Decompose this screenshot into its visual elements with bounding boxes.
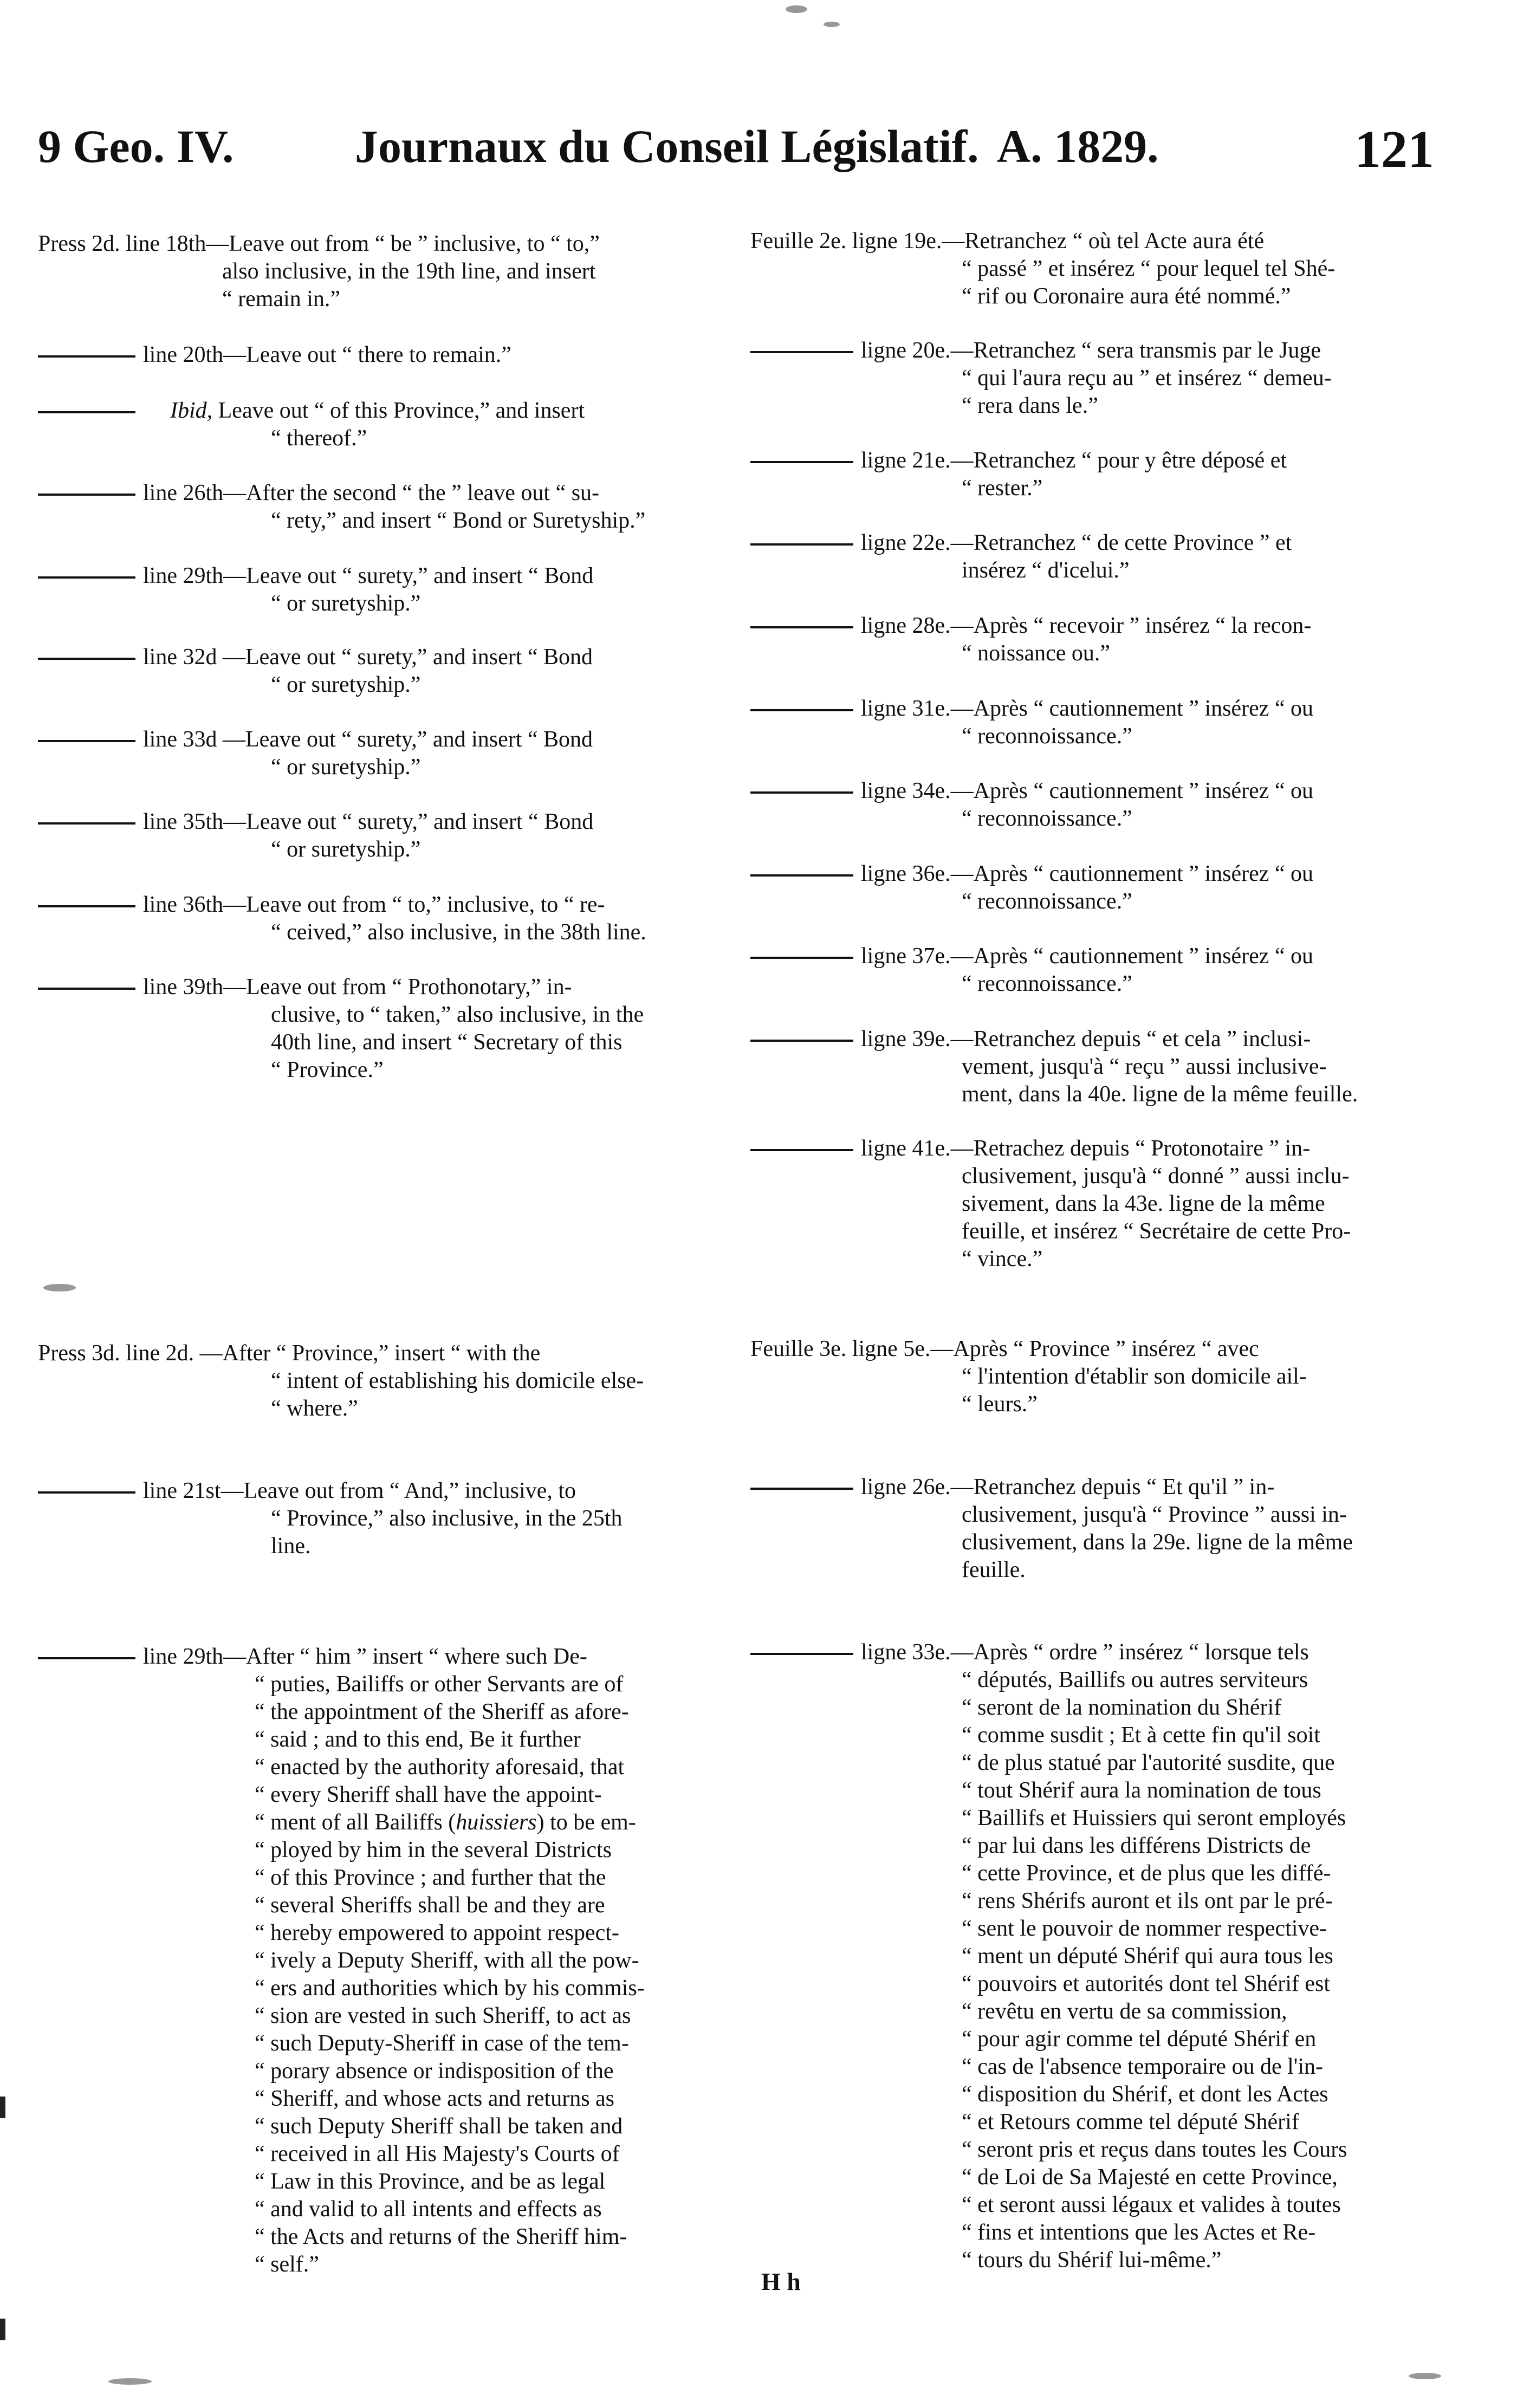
- entry-line: clusivement, jusqu'à “ Province ” aussi in-: [962, 1502, 1347, 1527]
- rule-dash: [750, 874, 853, 877]
- entry-line: “ rif ou Coronaire aura été nommé.”: [962, 284, 1291, 309]
- entry-line: “ thereof.”: [271, 426, 367, 451]
- entry-line: Feuille 2e. ligne 19e.—Retranchez “ où tel Acte aura été: [750, 229, 1265, 254]
- rule-dash: [750, 791, 853, 794]
- entry-line: “ Province.”: [271, 1057, 384, 1082]
- entry-line: also inclusive, in the 19th line, and insert: [222, 259, 596, 284]
- entry-line: “ disposition du Shérif, et dont les Actes: [962, 2082, 1328, 2107]
- entry-line: “ hereby empowered to appoint respect-: [255, 1920, 619, 1945]
- rule-dash: [38, 494, 135, 496]
- entry-line: “ Law in this Province, and be as legal: [255, 2169, 606, 2194]
- right-entry-14: [750, 1639, 1347, 2274]
- entry-line: “ Province,” also inclusive, in the 25th: [271, 1506, 623, 1531]
- entry-line: ligne 36e.—Après “ cautionnement ” insérez “ ou: [861, 861, 1314, 886]
- rule-dash: [38, 355, 135, 358]
- entry-line: ligne 41e.—Retrachez depuis “ Protonotaire ” in-: [861, 1136, 1311, 1161]
- entry-line: “ Baillifs et Huissiers qui seront employés: [962, 1806, 1346, 1831]
- left-entry-11: [38, 1340, 644, 1423]
- rule-dash: [38, 905, 135, 907]
- left-entry-3: [38, 397, 585, 452]
- right-entry-9: [750, 943, 1313, 998]
- entry-line: “ or suretyship.”: [271, 837, 421, 862]
- rule-dash: [750, 351, 853, 353]
- entry-line: Press 3d. line 2d. —After “ Province,” insert “ with the: [38, 1341, 541, 1366]
- rule-dash: [38, 1491, 135, 1494]
- entry-line: ligne 39e.—Retranchez depuis “ et cela ” inclusi-: [861, 1027, 1311, 1052]
- entry-line: “ et seront aussi légaux et valides à toutes: [962, 2192, 1341, 2217]
- entry-line: ligne 34e.—Après “ cautionnement ” insérez “ ou: [861, 778, 1314, 803]
- entry-line: insérez “ d'icelui.”: [962, 558, 1130, 583]
- entry-line: “ or suretyship.”: [271, 591, 421, 616]
- right-entry-7: [750, 777, 1313, 833]
- rule-dash: [38, 576, 135, 579]
- entry-line: “ intent of establishing his domicile else-: [271, 1368, 644, 1393]
- left-entry-1: [38, 230, 600, 313]
- entry-line: 40th line, and insert “ Secretary of this: [271, 1030, 623, 1055]
- entry-line: “ rester.”: [962, 476, 1043, 501]
- right-entry-5: [750, 612, 1311, 667]
- entry-line: “ l'intention d'établir son domicile ail-: [962, 1364, 1307, 1389]
- entry-line: ligne 22e.—Retranchez “ de cette Province ” et: [861, 530, 1292, 555]
- entry-line: ligne 21e.—Retranchez “ pour y être déposé et: [861, 448, 1287, 473]
- entry-line: ligne 26e.—Retranchez depuis “ Et qu'il ” in-: [861, 1475, 1275, 1500]
- entry-line: ligne 28e.—Après “ recevoir ” insérez “ la recon-: [861, 613, 1312, 638]
- entry-line: “ ployed by him in the several Districts: [255, 1838, 612, 1862]
- entry-line: “ et Retours comme tel député Shérif: [962, 2110, 1299, 2134]
- entry-line: “ remain in.”: [222, 287, 341, 311]
- entry-line: “ seront pris et reçus dans toutes les Cours: [962, 2137, 1347, 2162]
- entry-line: “ puties, Bailiffs or other Servants are of: [255, 1672, 624, 1697]
- entry-line: “ sent le pouvoir de nommer respective-: [962, 1916, 1327, 1941]
- rule-dash: [750, 1149, 853, 1151]
- right-entry-10: [750, 1025, 1358, 1108]
- entry-line: line 32d —Leave out “ surety,” and insert “ Bond: [143, 645, 593, 670]
- entry-line: ligne 20e.—Retranchez “ sera transmis par le Juge: [861, 338, 1321, 363]
- entry-line: line.: [271, 1534, 311, 1559]
- entry-line: “ ment of all Bailiffs (: [255, 1810, 456, 1835]
- scan-speck: [1409, 2373, 1441, 2379]
- rule-dash: [750, 543, 853, 546]
- entry-line: “ porary absence or indisposition of the: [255, 2059, 614, 2084]
- entry-line: line 20th—Leave out “ there to remain.”: [143, 342, 511, 367]
- left-entry-9: [38, 891, 646, 946]
- entry-line: Press 2d. line 18th—Leave out from “ be ” inclusive, to “ to,”: [38, 231, 600, 256]
- entry-line: “ cette Province, et de plus que les diffé-: [962, 1861, 1331, 1886]
- rule-dash: [38, 822, 135, 825]
- entry-line: “ fins et intentions que les Actes et Re-: [962, 2220, 1316, 2245]
- entry-line: “ enacted by the authority aforesaid, that: [255, 1755, 625, 1780]
- rule-dash: [38, 411, 135, 413]
- entry-line: line 21st—Leave out from “ And,” inclusive, to: [143, 1478, 576, 1503]
- ibid-label: Ibid,: [170, 398, 213, 423]
- entry-line: “ cas de l'absence temporaire ou de l'in-: [962, 2054, 1323, 2079]
- signature-mark: H h: [761, 2268, 801, 2295]
- entry-line: “ vince.”: [962, 1247, 1043, 1271]
- entry-line: “ reconnoissance.”: [962, 806, 1132, 831]
- entry-line: “ self.”: [255, 2252, 319, 2277]
- scan-speck: [824, 22, 840, 27]
- page-number: 121: [1354, 120, 1434, 179]
- entry-line: “ reconnoissance.”: [962, 971, 1132, 996]
- left-entry-7: [38, 726, 593, 781]
- entry-line: “ ment un député Shérif qui aura tous les: [962, 1944, 1333, 1969]
- entry-line: “ pouvoirs et autorités dont tel Shérif est: [962, 1971, 1331, 1996]
- journal-title: Journaux du Conseil Législatif.: [355, 120, 979, 172]
- entry-line: “ the Acts and returns of the Sheriff him-: [255, 2224, 627, 2249]
- right-entry-12: [750, 1335, 1307, 1418]
- left-entry-5: [38, 562, 593, 618]
- rule-dash: [750, 1040, 853, 1042]
- left-entry-12: [38, 1477, 623, 1560]
- right-entry-1: [750, 228, 1335, 310]
- regnal-year: 9 Geo. IV.: [38, 120, 234, 172]
- edge-mark: [0, 2319, 5, 2340]
- entry-line: Leave out “ of this Province,” and insert: [212, 398, 585, 423]
- left-entry-4: [38, 479, 645, 535]
- rule-dash: [38, 1657, 135, 1659]
- right-entry-6: [750, 695, 1313, 750]
- entry-line: “ several Sheriffs shall be and they are: [255, 1893, 605, 1918]
- entry-line: ligne 33e.—Après “ ordre ” insérez “ lorsque tels: [861, 1640, 1309, 1665]
- entry-line: “ every Sheriff shall have the appoint-: [255, 1782, 602, 1807]
- entry-line: “ passé ” et insérez “ pour lequel tel Shé-: [962, 256, 1335, 281]
- entry-line: ) to be em-: [536, 1810, 636, 1835]
- right-entry-2: [750, 337, 1332, 420]
- entry-line: “ such Deputy-Sheriff in case of the tem-: [255, 2031, 629, 2056]
- rule-dash: [750, 1653, 853, 1655]
- entry-line: line 36th—Leave out from “ to,” inclusive, to “ re-: [143, 892, 605, 917]
- entry-line: “ noissance ou.”: [962, 641, 1111, 666]
- rule-dash: [750, 461, 853, 463]
- entry-line: “ rens Shérifs auront et ils ont par le pré-: [962, 1888, 1333, 1913]
- entry-line: “ comme susdit ; Et à cette fin qu'il soit: [962, 1723, 1320, 1748]
- entry-line: line 33d —Leave out “ surety,” and insert “ Bond: [143, 727, 593, 752]
- entry-line: “ qui l'aura reçu au ” et insérez “ demeu-: [962, 366, 1332, 391]
- entry-line: “ sion are vested in such Sheriff, to act as: [255, 2003, 631, 2028]
- entry-line: “ revêtu en vertu de sa commission,: [962, 1999, 1287, 2024]
- entry-line: “ rety,” and insert “ Bond or Suretyship.”: [271, 508, 646, 533]
- entry-line: “ pour agir comme tel député Shérif en: [962, 2027, 1317, 2052]
- entry-line: “ received in all His Majesty's Courts of: [255, 2141, 620, 2166]
- entry-line: “ par lui dans les différens Districts de: [962, 1833, 1311, 1858]
- left-entry-13: [38, 1643, 645, 2279]
- rule-dash: [750, 957, 853, 959]
- entry-line: “ tours du Shérif lui-même.”: [962, 2248, 1222, 2273]
- entry-line: feuille.: [962, 1557, 1026, 1582]
- entry-line: “ or suretyship.”: [271, 672, 421, 697]
- entry-line: “ said ; and to this end, Be it further: [255, 1727, 581, 1752]
- entry-line: “ Sheriff, and whose acts and returns as: [255, 2086, 615, 2111]
- entry-line: line 39th—Leave out from “ Prothonotary,” in-: [143, 975, 572, 999]
- entry-line: “ tout Shérif aura la nomination de tous: [962, 1778, 1321, 1803]
- entry-line: clusivement, jusqu'à “ donné ” aussi inclu-: [962, 1164, 1350, 1189]
- left-entry-10: [38, 973, 644, 1084]
- entry-line: “ seront de la nomination du Shérif: [962, 1695, 1282, 1720]
- entry-line: “ such Deputy Sheriff shall be taken and: [255, 2114, 623, 2139]
- rule-dash: [38, 988, 135, 990]
- entry-line: “ the appointment of the Sheriff as afore-: [255, 1699, 629, 1724]
- rule-dash: [38, 658, 135, 660]
- entry-line: “ de Loi de Sa Majesté en cette Province,: [962, 2165, 1338, 2190]
- entry-line: “ de plus statué par l'autorité susdite, que: [962, 1750, 1335, 1775]
- entry-line: line 26th—After the second “ the ” leave out “ su-: [143, 481, 600, 505]
- right-entry-13: [750, 1474, 1353, 1584]
- entry-line: sivement, dans la 43e. ligne de la même: [962, 1191, 1325, 1216]
- entry-line: vement, jusqu'à “ reçu ” aussi inclusive-: [962, 1054, 1327, 1079]
- entry-line: ligne 31e.—Après “ cautionnement ” insérez “ ou: [861, 696, 1314, 721]
- scan-speck: [43, 1284, 76, 1291]
- right-entry-3: [750, 447, 1287, 502]
- entry-line: clusivement, dans la 29e. ligne de la même: [962, 1530, 1353, 1555]
- scan-speck: [786, 5, 807, 13]
- rule-dash: [38, 740, 135, 742]
- left-entry-2: [38, 341, 511, 369]
- entry-line: “ reconnoissance.”: [962, 889, 1132, 914]
- entry-line: line 29th—Leave out “ surety,” and insert “ Bond: [143, 563, 594, 588]
- entry-line: “ ively a Deputy Sheriff, with all the pow-: [255, 1948, 639, 1973]
- entry-line: “ of this Province ; and further that the: [255, 1865, 606, 1890]
- huissiers-word: huissiers: [456, 1810, 537, 1835]
- entry-line: “ where.”: [271, 1396, 358, 1421]
- rule-dash: [750, 1488, 853, 1490]
- left-entry-6: [38, 644, 593, 699]
- entry-line: “ députés, Baillifs ou autres serviteurs: [962, 1667, 1308, 1692]
- rule-dash: [750, 709, 853, 711]
- right-entry-8: [750, 860, 1313, 916]
- entry-line: “ ceived,” also inclusive, in the 38th line.: [271, 920, 646, 945]
- scan-speck: [108, 2378, 152, 2385]
- calendar-year: A. 1829.: [997, 120, 1159, 172]
- entry-line: “ reconnoissance.”: [962, 724, 1132, 749]
- running-head: [0, 0, 1530, 179]
- entry-line: “ rera dans le.”: [962, 393, 1098, 418]
- entry-line: clusive, to “ taken,” also inclusive, in the: [271, 1002, 644, 1027]
- entry-line: feuille, et insérez “ Secrétaire de cette Pro-: [962, 1219, 1351, 1244]
- rule-dash: [750, 626, 853, 628]
- entry-line: “ ers and authorities which by his commis-: [255, 1976, 645, 2001]
- entry-line: ment, dans la 40e. ligne de la même feuille.: [962, 1082, 1358, 1107]
- entry-line: line 29th—After “ him ” insert “ where such De-: [143, 1644, 587, 1669]
- entry-line: ligne 37e.—Après “ cautionnement ” insérez “ ou: [861, 944, 1314, 969]
- entry-line: “ and valid to all intents and effects as: [255, 2197, 602, 2222]
- right-entry-4: [750, 529, 1292, 585]
- left-entry-8: [38, 808, 593, 864]
- entry-line: Feuille 3e. ligne 5e.—Après “ Province ” insérez “ avec: [750, 1336, 1259, 1361]
- right-entry-11: [750, 1135, 1351, 1273]
- entry-line: line 35th—Leave out “ surety,” and insert “ Bond: [143, 809, 594, 834]
- entry-line: “ leurs.”: [962, 1392, 1038, 1417]
- edge-mark: [0, 2097, 5, 2118]
- entry-line: “ or suretyship.”: [271, 755, 421, 780]
